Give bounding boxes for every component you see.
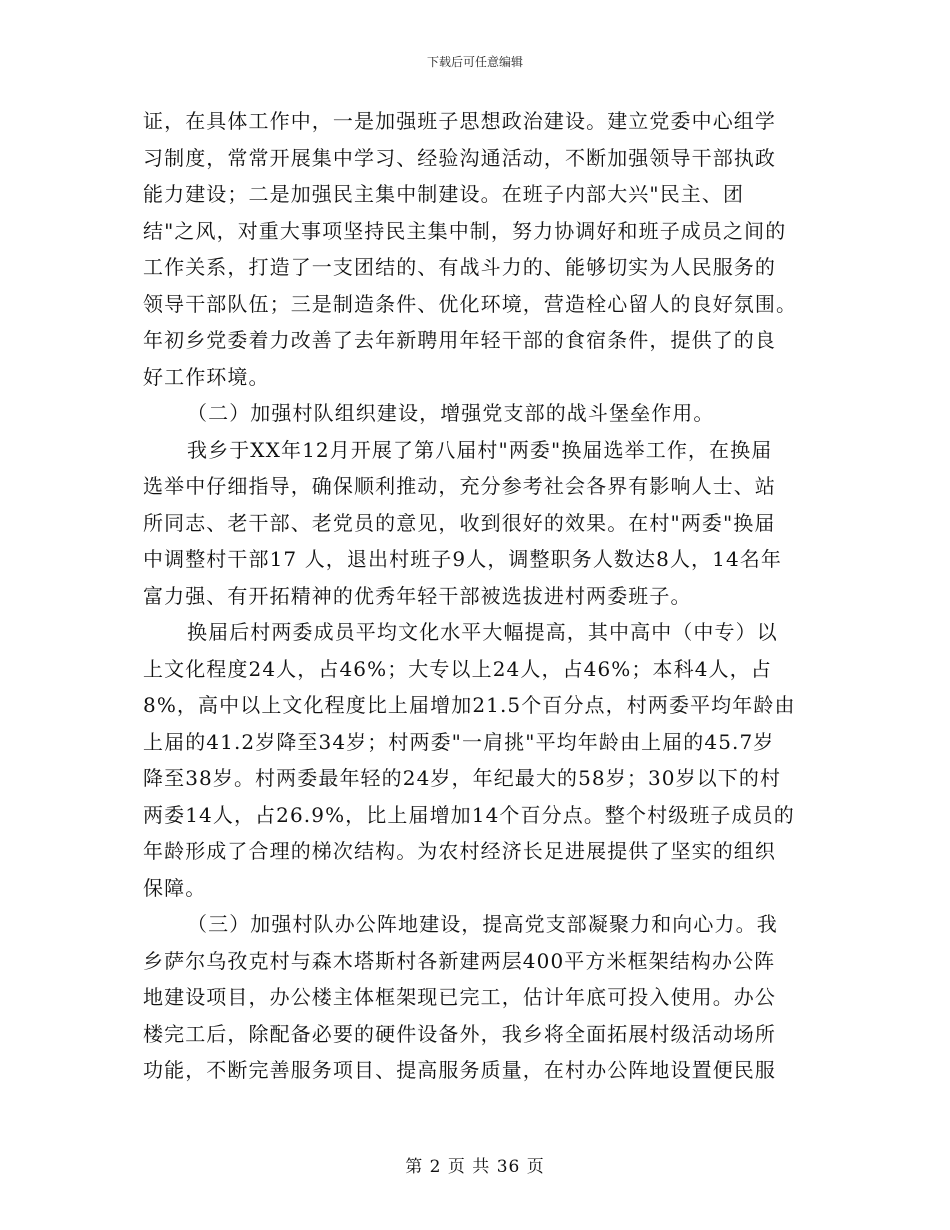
section-heading: （二）加强村队组织建设，增强党支部的战斗堡垒作用。	[187, 401, 715, 425]
text-line: 工作关系，打造了一支团结的、有战斗力的、能够切实为人民服务的	[143, 255, 776, 279]
text-line: 楼完工后，除配备必要的硬件设备外，我乡将全面拓展村级活动场所	[143, 1021, 776, 1046]
text-line: 习制度，常常开展集中学习、经验沟通活动，不断加强领导干部执政	[143, 145, 776, 170]
text-line: 功能，不断完善服务项目、提高服务质量，在村办公阵地设置便民服	[143, 1058, 776, 1082]
document-body	[143, 103, 803, 1089]
text-line: 所同志、老干部、老党员的意见，收到很好的效果。在村"两委"换届	[143, 510, 776, 535]
text-line: 年初乡党委着力改善了去年新聘用年轻干部的食宿条件，提供了的良	[143, 328, 776, 352]
text-line: 好工作环境。	[143, 364, 270, 389]
text-line: 领导干部队伍；三是制造条件、优化环境，营造栓心留人的良好氛围。	[143, 291, 798, 316]
text-line: 降至38岁。村两委最年轻的24岁，年纪最大的58岁；30岁以下的村	[143, 766, 782, 790]
text-line: 保障。	[143, 875, 207, 900]
text-line: 上文化程度24人，占46%；大专以上24人，占46%；本科4人，占	[143, 656, 772, 681]
text-line: 年龄形成了合理的梯次结构。为农村经济长足进展提供了坚实的组织	[143, 839, 776, 863]
text-line: 富力强、有开拓精神的优秀年轻干部被选拔进村两委班子。	[143, 583, 692, 608]
text-line: 结"之风，对重大事项坚持民主集中制，努力协调好和班子成员之间的	[143, 218, 787, 243]
text-line: 中调整村干部17 人，退出村班子9人，调整职务人数达8人，14名年	[143, 547, 783, 571]
text-line: 换届后村两委成员平均文化水平大幅提高，其中高中（中专）以	[187, 620, 778, 644]
text-line: 选举中仔细指导，确保顺利推动，充分参考社会各界有影响人士、站	[143, 474, 776, 498]
text-line: 两委14人，占26.9%，比上届增加14个百分点。整个村级班子成员的	[143, 802, 795, 827]
section-heading: （三）加强村队办公阵地建设，提高党支部凝聚力和向心力。我	[187, 912, 778, 936]
text-line: 我乡于XX年12月开展了第八届村"两委"换届选举工作，在换届	[187, 437, 773, 462]
text-line: 8%，高中以上文化程度比上届增加21.5个百分点，村两委平均年龄由	[143, 693, 796, 717]
text-line: 证，在具体工作中，一是加强班子思想政治建设。建立党委中心组学	[143, 109, 776, 133]
text-line: 地建设项目，办公楼主体框架现已完工，估计年底可投入使用。办公	[143, 985, 776, 1009]
page-header-note: 下载后可任意编辑	[426, 55, 523, 69]
text-line: 上届的41.2岁降至34岁；村两委"一肩挑"平均年龄由上届的45.7岁	[143, 729, 775, 754]
text-line: 能力建设；二是加强民主集中制建设。在班子内部大兴"民主、团	[143, 182, 745, 206]
text-line: 乡萨尔乌孜克村与森木塔斯村各新建两层400平方米框架结构办公阵	[143, 948, 776, 973]
page-number: 第 2 页 共 36 页	[405, 1157, 545, 1177]
